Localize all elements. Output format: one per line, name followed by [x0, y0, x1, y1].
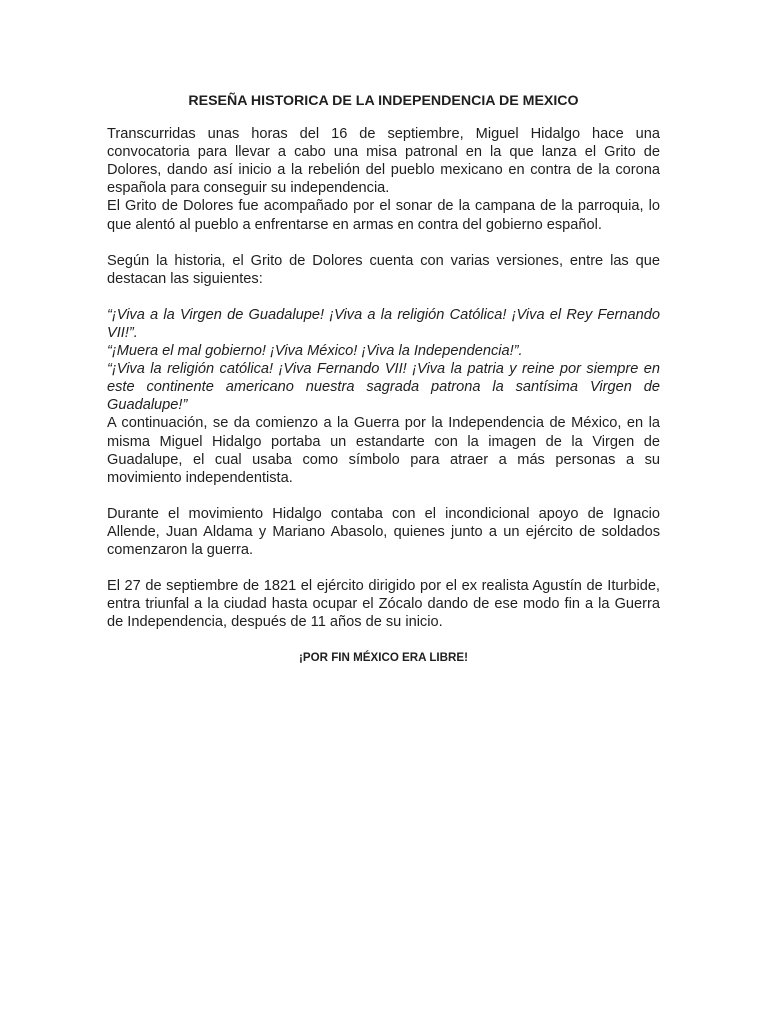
paragraph-spacer — [107, 288, 660, 306]
paragraph-iturbide: El 27 de septiembre de 1821 el ejército dirigido por el ex realista Agustín de Iturbide, entra triunfal a la ciudad hasta ocupar el Zócalo dando de ese modo fin a la Guerra de Independencia, después de 11 años de su inicio. — [107, 578, 660, 631]
paragraph-versiones: Según la historia, el Grito de Dolores cuenta con varias versiones, entre las que destacan las siguientes: — [107, 252, 660, 287]
quote-version-3: “¡Viva la religión católica! ¡Viva Fernando VII! ¡Viva la patria y reine por siempre en este continente americano nuestra sagrada patrona la santísima Virgen de Guadalupe!” — [107, 361, 660, 414]
closing-exclamation: ¡POR FIN MÉXICO ERA LIBRE! — [299, 651, 468, 665]
document-page — [107, 92, 660, 667]
paragraph-spacer — [107, 631, 660, 649]
paragraph-estandarte: A continuación, se da comienzo a la Guerra por la Independencia de México, en la misma Miguel Hidalgo portaba un estandarte con la imagen de la Virgen de Guadalupe, el cual usaba como símbolo para atraer a más personas a su movimiento independentista. — [107, 415, 660, 486]
paragraph-spacer — [107, 234, 660, 252]
quote-version-1: “¡Viva a la Virgen de Guadalupe! ¡Viva a la religión Católica! ¡Viva el Rey Fernando VII!”. — [107, 306, 660, 341]
document-title: RESEÑA HISTORICA DE LA INDEPENDENCIA DE MEXICO — [188, 93, 579, 109]
paragraph-spacer — [107, 487, 660, 505]
quote-version-2: “¡Muera el mal gobierno! ¡Viva México! ¡Viva la Independencia!”. — [107, 343, 523, 360]
paragraph-campana: El Grito de Dolores fue acompañado por el sonar de la campana de la parroquia, lo que alentó al pueblo a enfrentarse en armas en contra del gobierno español. — [107, 198, 660, 233]
paragraph-grito-intro: Transcurridas unas horas del 16 de septiembre, Miguel Hidalgo hace una convocatoria para llevar a cabo una misa patronal en la que lanza el Grito de Dolores, dando así inicio a la rebelión del pueblo mexicano en contra de la corona española para conseguir su independencia. — [107, 126, 660, 197]
paragraph-spacer — [107, 559, 660, 577]
paragraph-apoyo: Durante el movimiento Hidalgo contaba con el incondicional apoyo de Ignacio Allende, Juan Aldama y Mariano Abasolo, quienes junto a un ejército de soldados comenzaron la guerra. — [107, 505, 660, 558]
